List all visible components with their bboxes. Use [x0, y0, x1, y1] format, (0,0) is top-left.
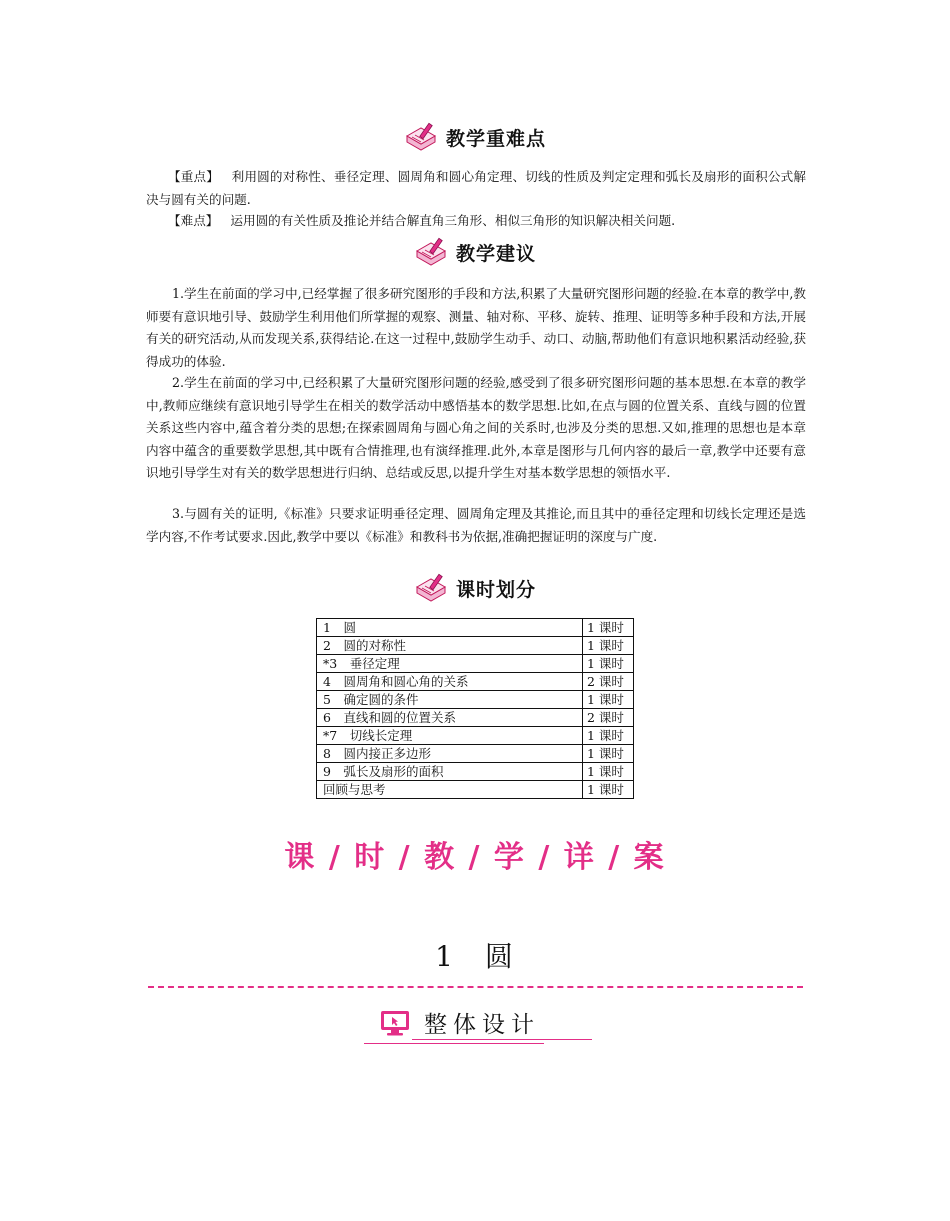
- dashed-divider: [148, 986, 803, 988]
- design-title: 整体设计: [424, 1012, 540, 1038]
- design-header: [380, 1006, 540, 1039]
- table-row: [317, 619, 634, 637]
- difficulty-paragraph: [146, 210, 806, 233]
- schedule-item: 2 圆的对称性: [317, 637, 583, 655]
- focus-label: 【重点】: [168, 169, 220, 184]
- schedule-item: 9 弧长及扇形的面积: [317, 763, 583, 781]
- focus-paragraph: [146, 166, 806, 211]
- schedule-item: 回顾与思考: [317, 781, 583, 799]
- book-pencil-icon: [404, 122, 438, 152]
- schedule-hours: 1 课时: [583, 745, 634, 763]
- book-pencil-icon: [414, 237, 448, 267]
- section-title: 教学重难点: [445, 127, 546, 150]
- design-underline: [364, 1043, 544, 1044]
- schedule-hours: 2 课时: [583, 673, 634, 691]
- difficulty-label: 【难点】: [168, 213, 219, 228]
- monitor-icon: [380, 1009, 410, 1037]
- schedule-hours: 1 课时: [583, 691, 634, 709]
- schedule-table: [316, 618, 634, 799]
- schedule-item: 4 圆周角和圆心角的关系: [317, 673, 583, 691]
- suggestion-paragraph-2: 2.学生在前面的学习中,已经积累了大量研究图形问题的经验,感受到了很多研究图形问题的基本思想.在本章的教学中,教师应继续有意识地引导学生在相关的数学活动中感悟基本的数学思想.比如,在点与圆的位置关系、直线与圆的位置关系这些内容中,蕴含着分类的思想;在探索圆周角与圆心角之间的关系时,也涉及分类的思想.又如,推理的思想也是本章内容中蕴含的重要数学思想,其中既有合情推理,也有演绎推理.此外,本章是图形与几何内容的最后一章,教学中还要有意识地引导学生对有关的数学思想进行归纳、总结或反思,以提升学生对基本数学思想的领悟水平.: [146, 375, 806, 480]
- schedule-hours: 1 课时: [583, 781, 634, 799]
- table-row: [317, 637, 634, 655]
- schedule-item: *3 垂径定理: [317, 655, 583, 673]
- lesson-title: 1 圆: [435, 940, 515, 973]
- schedule-item: 5 确定圆的条件: [317, 691, 583, 709]
- schedule-hours: 2 课时: [583, 709, 634, 727]
- table-row: [317, 763, 634, 781]
- section-title: 教学建议: [455, 242, 536, 265]
- schedule-hours: 1 课时: [583, 655, 634, 673]
- focus-text: 利用圆的对称性、垂径定理、圆周角和圆心角定理、切线的性质及判定定理和弧长及扇形的面积公式解决与圆有关的问题.: [146, 169, 807, 207]
- schedule-item: 8 圆内接正多边形: [317, 745, 583, 763]
- lesson-plan-banner: 课 / 时 / 教 / 学 / 详 / 案: [284, 840, 666, 875]
- section-header-key-points: [0, 122, 950, 152]
- schedule-hours: 1 课时: [583, 637, 634, 655]
- suggestion-paragraph-1: 1.学生在前面的学习中,已经掌握了很多研究图形的手段和方法,积累了大量研究图形问题的经验.在本章的教学中,教师要有意识地引导、鼓励学生利用他们所掌握的观察、测量、轴对称、平移、旋转、推理、证明等多种手段和方法,开展有关的研究活动,从而发现关系,获得结论.在这一过程中,鼓励学生动手、动口、动脑,帮助他们有意识地积累活动经验,获得成功的体验.: [146, 286, 806, 369]
- table-row: [317, 673, 634, 691]
- section-header-suggestions: [0, 237, 950, 267]
- table-row: [317, 691, 634, 709]
- schedule-item: 6 直线和圆的位置关系: [317, 709, 583, 727]
- schedule-item: 1 圆: [317, 619, 583, 637]
- schedule-hours: 1 课时: [583, 619, 634, 637]
- book-pencil-icon: [414, 573, 448, 603]
- table-row: [317, 727, 634, 745]
- schedule-item: *7 切线长定理: [317, 727, 583, 745]
- suggestion-paragraph-3: 3.与圆有关的证明,《标准》只要求证明垂径定理、圆周角定理及其推论,而且其中的垂径定理和切线长定理还是选学内容,不作考试要求.因此,教学中要以《标准》和教科书为依据,准确把握证明的深度与广度.: [146, 506, 806, 544]
- table-row: [317, 781, 634, 799]
- table-row: [317, 655, 634, 673]
- table-row: [317, 709, 634, 727]
- design-underline: [412, 1039, 592, 1040]
- section-header-schedule: [0, 573, 950, 603]
- section-title: 课时划分: [455, 578, 536, 601]
- schedule-hours: 1 课时: [583, 763, 634, 781]
- schedule-hours: 1 课时: [583, 727, 634, 745]
- table-row: [317, 745, 634, 763]
- difficulty-text: 运用圆的有关性质及推论并结合解直角三角形、相似三角形的知识解决相关问题.: [230, 213, 676, 228]
